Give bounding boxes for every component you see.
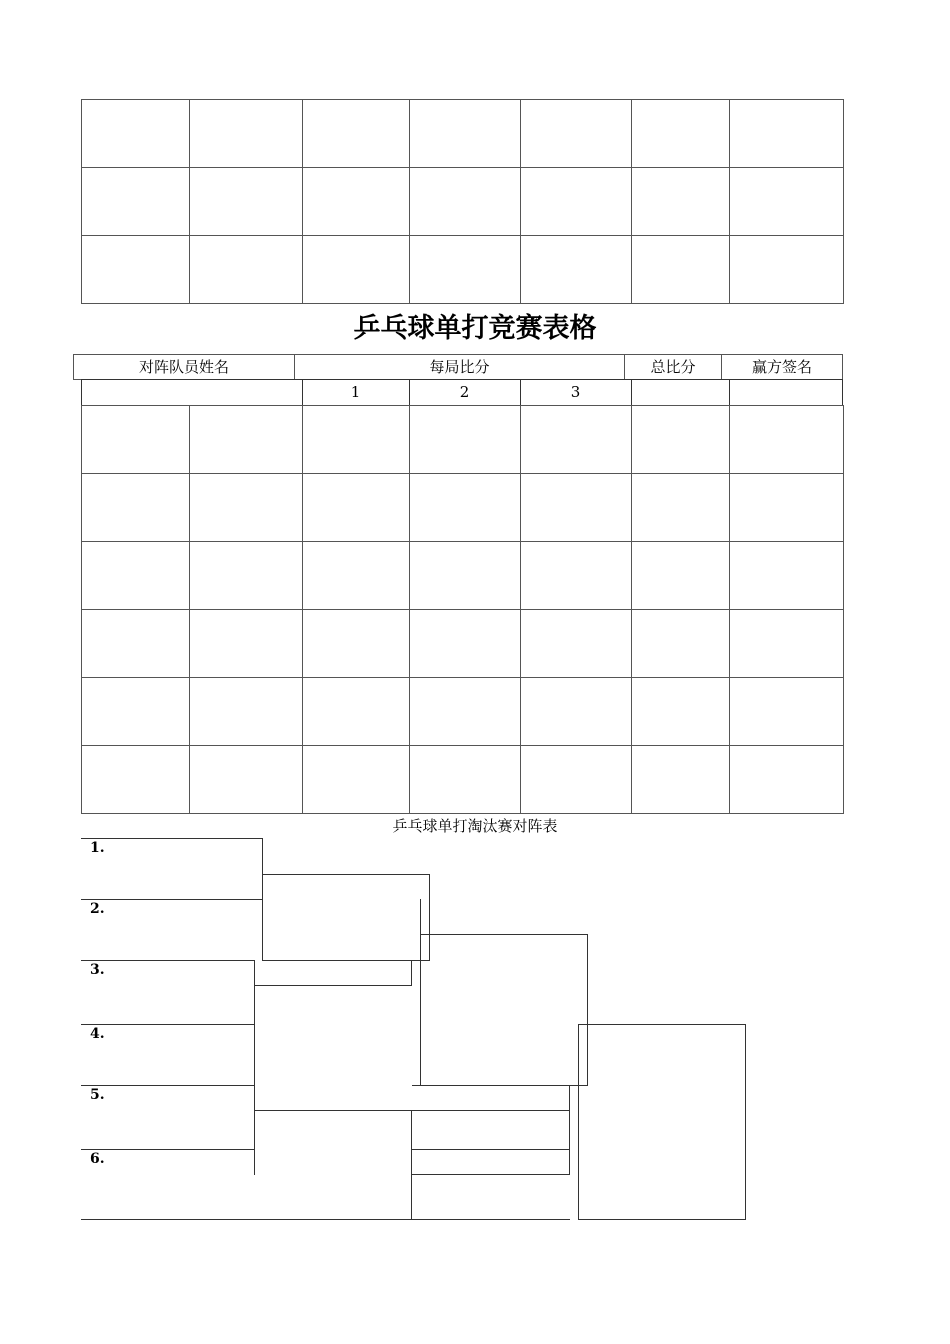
seed-3-label: 3.: [90, 962, 105, 978]
table-row: [82, 746, 844, 814]
header-total: 总比分: [624, 354, 722, 380]
game-1-label: 1: [350, 383, 361, 401]
top-score-grid: [81, 99, 844, 304]
header-players: 对阵队员姓名: [73, 354, 295, 380]
header-game-scores: 每局比分: [294, 354, 625, 380]
table-row: [82, 610, 844, 678]
seed-5-label: 5.: [90, 1087, 105, 1103]
seed-4-label: 4.: [90, 1026, 105, 1042]
table-row: [82, 100, 844, 168]
page-title: 乒乓球单打竞赛表格: [353, 313, 597, 344]
table-row: [82, 678, 844, 746]
table-row: [82, 406, 844, 474]
table-row: [82, 236, 844, 304]
table-row: [82, 474, 844, 542]
game-3-label: 3: [570, 383, 581, 401]
seed-2-label: 2.: [90, 901, 105, 917]
bracket-title: 乒乓球单打淘汰赛对阵表: [392, 817, 558, 835]
table-row: [82, 542, 844, 610]
header-winner-sign: 赢方签名: [721, 354, 843, 380]
seed-6-label: 6.: [90, 1151, 105, 1167]
game-2-label: 2: [459, 383, 470, 401]
table-row: [82, 168, 844, 236]
seed-1-label: 1.: [90, 840, 105, 856]
main-score-grid: [81, 405, 844, 814]
